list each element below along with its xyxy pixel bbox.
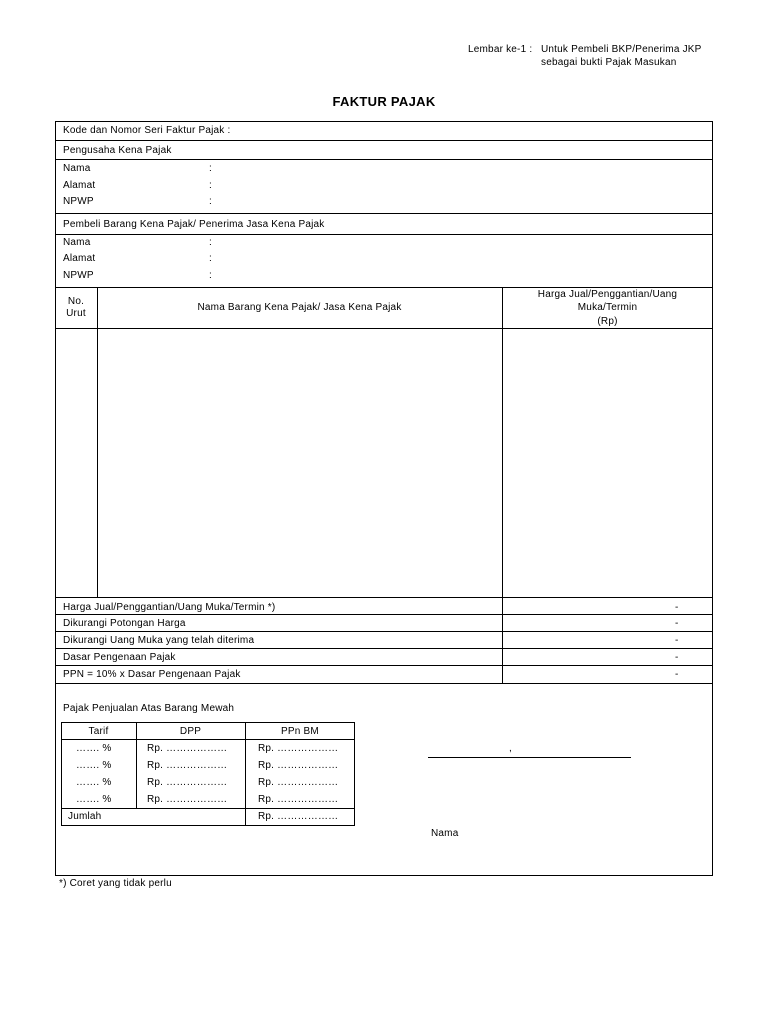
divider bbox=[55, 683, 713, 684]
buyer-heading: Pembeli Barang Kena Pajak/ Penerima Jasa Kena Pajak bbox=[63, 219, 325, 230]
tarif-cell: ……. % bbox=[76, 794, 112, 805]
buyer-npwp-colon: : bbox=[209, 270, 212, 281]
summary-label: Dikurangi Potongan Harga bbox=[63, 618, 186, 629]
signer-name-label: Nama bbox=[431, 828, 459, 839]
col-price-label-3: (Rp) bbox=[597, 316, 618, 327]
seller-name-colon: : bbox=[209, 163, 212, 174]
summary-label: Dasar Pengenaan Pajak bbox=[63, 652, 176, 663]
footnote: *) Coret yang tidak perlu bbox=[59, 878, 172, 889]
summary-value: - bbox=[675, 635, 679, 646]
sheet-desc-line-2: sebagai bukti Pajak Masukan bbox=[541, 57, 677, 68]
divider bbox=[55, 648, 713, 649]
divider bbox=[55, 234, 713, 235]
col-ppnbm-label: PPn BM bbox=[281, 726, 319, 737]
seller-name-label: Nama bbox=[63, 163, 91, 174]
col-no-label-1: No. bbox=[67, 296, 85, 307]
divider bbox=[55, 287, 713, 288]
invoice-code-label: Kode dan Nomor Seri Faktur Pajak : bbox=[63, 125, 231, 136]
buyer-name-colon: : bbox=[209, 237, 212, 248]
luxury-tax-heading: Pajak Penjualan Atas Barang Mewah bbox=[63, 703, 235, 714]
ppnbm-cell: Rp. ……………… bbox=[258, 794, 339, 805]
seller-npwp-colon: : bbox=[209, 196, 212, 207]
ppnbm-cell: Rp. ……………… bbox=[258, 743, 339, 754]
dpp-cell: Rp. ……………… bbox=[147, 760, 228, 771]
divider bbox=[61, 808, 355, 809]
seller-npwp-label: NPWP bbox=[63, 196, 94, 207]
divider bbox=[55, 213, 713, 214]
summary-label: PPN = 10% x Dasar Pengenaan Pajak bbox=[63, 669, 241, 680]
divider bbox=[55, 665, 713, 666]
dpp-cell: Rp. ……………… bbox=[147, 743, 228, 754]
seller-heading: Pengusaha Kena Pajak bbox=[63, 145, 172, 156]
total-label: Jumlah bbox=[68, 811, 102, 822]
ppnbm-cell: Rp. ……………… bbox=[258, 760, 339, 771]
col-item-name-label: Nama Barang Kena Pajak/ Jasa Kena Pajak bbox=[197, 302, 402, 313]
col-no-label-2: Urut bbox=[66, 308, 86, 319]
seller-address-colon: : bbox=[209, 180, 212, 191]
divider bbox=[55, 328, 713, 329]
signature-place-date-line bbox=[428, 757, 631, 758]
col-price-label-1: Harga Jual/Penggantian/Uang bbox=[537, 289, 678, 300]
buyer-name-label: Nama bbox=[63, 237, 91, 248]
tarif-cell: ……. % bbox=[76, 760, 112, 771]
divider bbox=[55, 597, 713, 598]
col-price-label-2: Muka/Termin bbox=[577, 302, 638, 313]
signature-place-date-comma: , bbox=[509, 743, 512, 754]
summary-value: - bbox=[675, 618, 679, 629]
dpp-cell: Rp. ……………… bbox=[147, 777, 228, 788]
col-tarif-label: Tarif bbox=[88, 726, 109, 737]
divider bbox=[55, 159, 713, 160]
tarif-cell: ……. % bbox=[76, 743, 112, 754]
total-value: Rp. ……………… bbox=[258, 811, 339, 822]
column-separator bbox=[502, 287, 503, 683]
summary-label: Dikurangi Uang Muka yang telah diterima bbox=[63, 635, 255, 646]
seller-address-label: Alamat bbox=[63, 180, 96, 191]
ppnbm-cell: Rp. ……………… bbox=[258, 777, 339, 788]
tarif-cell: ……. % bbox=[76, 777, 112, 788]
summary-value: - bbox=[675, 669, 679, 680]
column-separator bbox=[245, 722, 246, 826]
col-dpp-label: DPP bbox=[179, 726, 202, 737]
divider bbox=[55, 614, 713, 615]
buyer-npwp-label: NPWP bbox=[63, 270, 94, 281]
summary-label: Harga Jual/Penggantian/Uang Muka/Termin *) bbox=[63, 602, 276, 613]
divider bbox=[55, 140, 713, 141]
sheet-desc-line-1: Untuk Pembeli BKP/Penerima JKP bbox=[541, 44, 702, 55]
sheet-label: Lembar ke-1 : bbox=[468, 44, 533, 55]
column-separator bbox=[97, 287, 98, 598]
document-title: FAKTUR PAJAK bbox=[332, 94, 436, 109]
divider bbox=[61, 739, 355, 740]
dpp-cell: Rp. ……………… bbox=[147, 794, 228, 805]
buyer-address-label: Alamat bbox=[63, 253, 96, 264]
summary-value: - bbox=[675, 652, 679, 663]
buyer-address-colon: : bbox=[209, 253, 212, 264]
summary-value: - bbox=[675, 602, 679, 613]
divider bbox=[55, 631, 713, 632]
